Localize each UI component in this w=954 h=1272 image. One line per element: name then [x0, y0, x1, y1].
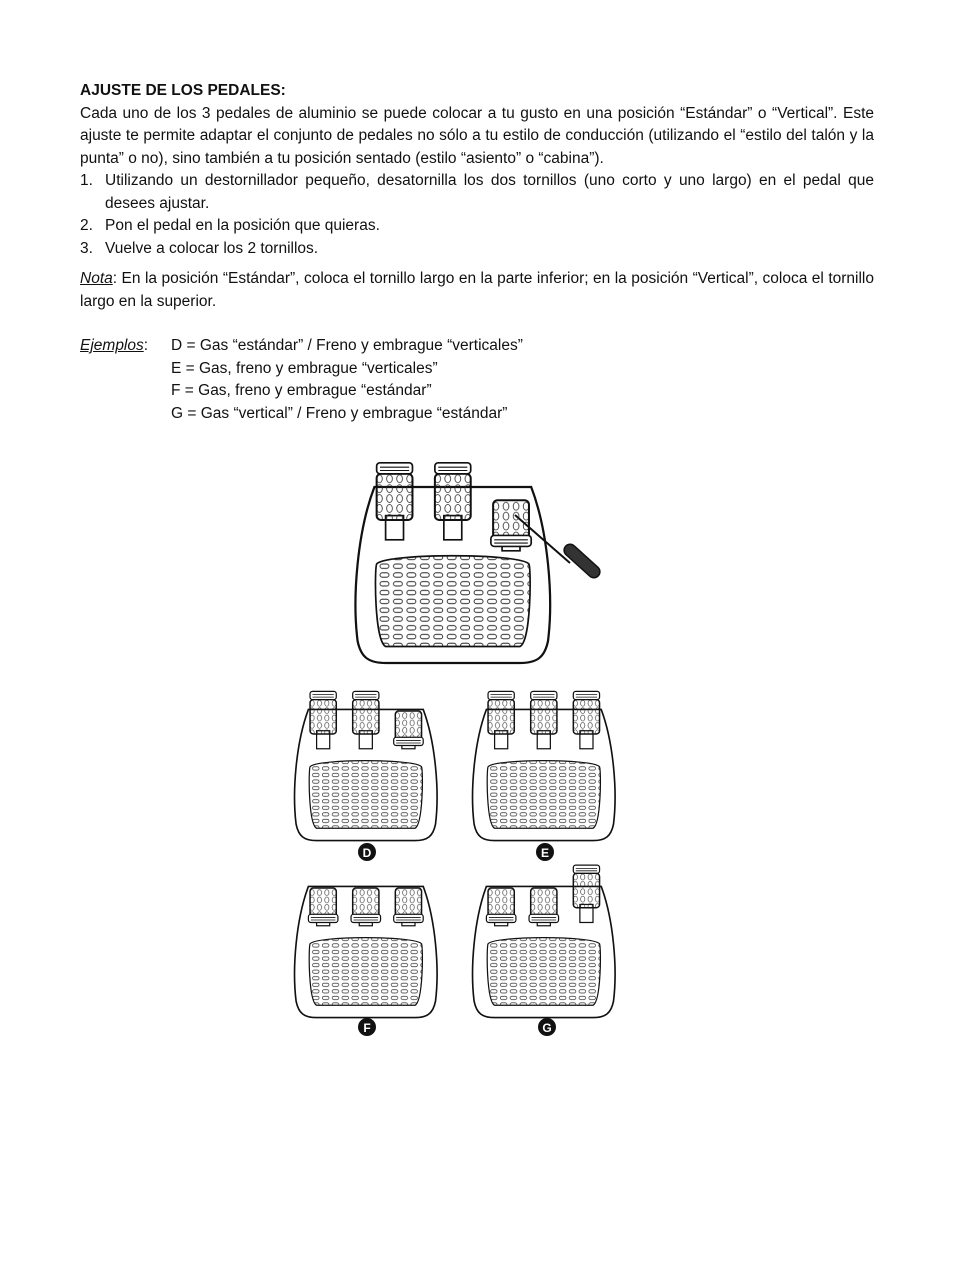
- label-g-badge: [538, 1018, 556, 1036]
- intro-paragraph: Cada uno de los 3 pedales de aluminio se puede colocar a tu gusto en una posición “Estándar” o “Vertical”. Este ajuste te permite adaptar el conjunto de pedales no sólo a tu estilo de conducción (utilizando el “estilo del talón y la punta” o no), sino también a tu posición sentado (estilo “asiento” o “cabina”).: [80, 104, 874, 167]
- label-f-badge: [358, 1018, 376, 1036]
- examples-label: Ejemplos: [80, 337, 144, 354]
- examples-block: [80, 335, 874, 425]
- step-number: 1.: [80, 172, 93, 189]
- step-item: [80, 215, 874, 238]
- examples-colon: :: [143, 337, 149, 354]
- section-heading: AJUSTE DE LOS PEDALES:: [80, 82, 286, 99]
- pedal-illustration-g: [473, 865, 615, 1018]
- note-paragraph: [80, 268, 874, 313]
- steps-list: [80, 170, 874, 260]
- step-number: 3.: [80, 239, 93, 257]
- examples-lines: [171, 335, 874, 425]
- step-text: Pon el pedal en la posición que quieras.: [105, 217, 380, 234]
- label-e-badge: [536, 843, 554, 861]
- example-line: G = Gas “vertical” / Freno y embrague “estándar”: [171, 404, 508, 422]
- step-text: Utilizando un destornillador pequeño, desatornilla los dos tornillos (uno corto y uno largo) en el pedal que desees ajustar.: [105, 172, 874, 212]
- examples-label-wrap: [80, 335, 148, 358]
- label-e-text: E: [540, 846, 550, 860]
- pedal-illustration-e: [473, 691, 615, 840]
- step-text: Vuelve a colocar los 2 tornillos.: [105, 239, 319, 257]
- label-d-text: D: [362, 846, 372, 860]
- example-line: F = Gas, freno y embrague “estándar”: [171, 382, 432, 399]
- label-g-text: G: [542, 1021, 552, 1035]
- main-pedal-illustration: [356, 463, 551, 663]
- pedal-illustration-d: [295, 691, 437, 840]
- example-line: E = Gas, freno y embrague “verticales”: [171, 359, 438, 377]
- step-item: [80, 238, 874, 261]
- step-item: [80, 170, 874, 215]
- label-d-badge: [358, 843, 376, 861]
- pedal-illustration-f: [295, 886, 437, 1017]
- pedal-figure-svg: [280, 455, 640, 1045]
- step-number: 2.: [80, 217, 93, 234]
- note-label: Nota: [80, 270, 113, 287]
- label-f-text: F: [363, 1021, 371, 1035]
- example-line: D = Gas “estándar” / Freno y embrague “verticales”: [171, 337, 523, 354]
- document-page: [80, 80, 874, 425]
- pedal-illustrations: [280, 455, 640, 1045]
- note-text: : En la posición “Estándar”, coloca el tornillo largo en la parte inferior; en la posición “Vertical”, coloca el tornillo largo en la superior.: [80, 270, 874, 310]
